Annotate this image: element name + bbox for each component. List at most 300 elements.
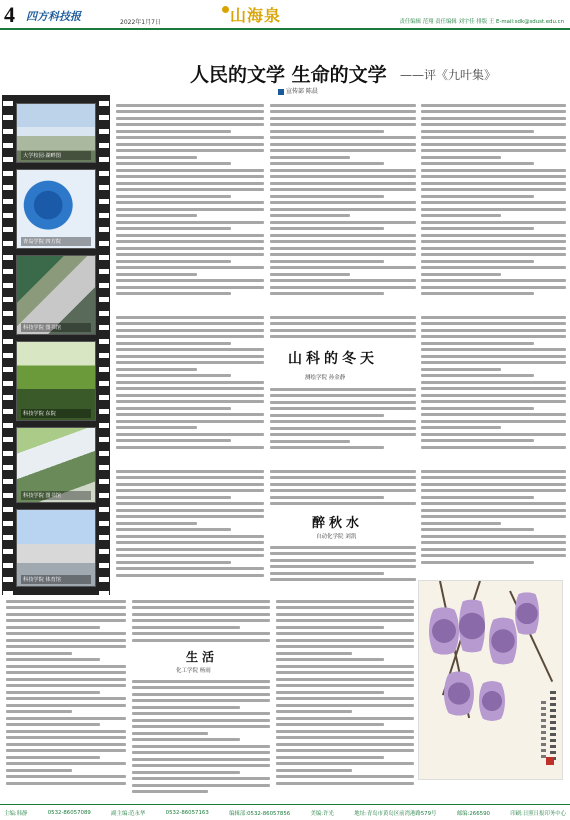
- text-line: [276, 639, 414, 642]
- poem-column: [116, 466, 264, 586]
- text-line: [270, 546, 416, 549]
- poem-title: 生活: [186, 650, 219, 664]
- text-line: [6, 756, 100, 759]
- article-subtitle: ——评《九叶集》: [400, 68, 497, 82]
- text-line: [421, 541, 566, 544]
- text-line: [421, 433, 566, 436]
- text-line: [270, 234, 416, 237]
- poem-column: [421, 466, 566, 571]
- text-line: [270, 279, 416, 282]
- text-line: [132, 712, 270, 715]
- photo-caption: 科技学院 东院: [21, 409, 91, 418]
- poem-author: 化工学院 杨雨: [176, 668, 211, 674]
- text-line: [270, 420, 416, 423]
- text-line: [421, 130, 534, 133]
- text-line: [116, 554, 264, 557]
- poem-author: 自动化学院 刘凯: [316, 534, 357, 540]
- text-line: [421, 426, 501, 429]
- text-line: [270, 110, 416, 113]
- text-line: [116, 169, 264, 172]
- text-line: [270, 388, 416, 391]
- text-line: [421, 266, 566, 269]
- masthead: [0, 0, 570, 30]
- text-line: [421, 483, 566, 486]
- text-line: [116, 407, 231, 410]
- text-line: [116, 292, 231, 295]
- text-line: [270, 559, 416, 562]
- text-line: [276, 723, 384, 726]
- text-line: [132, 751, 270, 754]
- text-line: [116, 420, 264, 423]
- text-line: [132, 606, 270, 609]
- text-line: [421, 201, 566, 204]
- text-line: [421, 247, 566, 250]
- text-line: [421, 439, 534, 442]
- text-line: [270, 316, 416, 319]
- text-line: [116, 201, 264, 204]
- text-line: [116, 195, 231, 198]
- section-badge-icon: [222, 6, 229, 13]
- text-line: [270, 117, 416, 120]
- text-line: [116, 381, 264, 384]
- text-line: [276, 600, 414, 603]
- text-line: [116, 104, 264, 107]
- poem-column: [421, 312, 566, 457]
- text-line: [421, 214, 501, 217]
- text-line: [270, 446, 384, 449]
- text-line: [421, 292, 534, 295]
- text-line: [116, 273, 197, 276]
- poem-column: [132, 676, 270, 801]
- text-line: [276, 756, 384, 759]
- date-line: 2022年1月7日: [120, 19, 161, 26]
- painting-bloom: [444, 666, 474, 721]
- text-line: [116, 143, 264, 146]
- text-line: [6, 736, 126, 739]
- text-line: [132, 790, 208, 793]
- text-line: [6, 684, 126, 687]
- text-line: [6, 775, 126, 778]
- text-line: [276, 632, 414, 635]
- footer-editor: 主编:韩静: [4, 810, 28, 817]
- text-line: [116, 433, 264, 436]
- text-line: [270, 273, 350, 276]
- text-line: [116, 162, 231, 165]
- text-line: [421, 509, 566, 512]
- text-line: [6, 730, 126, 733]
- text-line: [116, 342, 231, 345]
- text-line: [116, 286, 264, 289]
- byline-square-icon: [278, 89, 284, 95]
- text-line: [276, 736, 414, 739]
- text-line: [6, 723, 100, 726]
- article-column: [421, 100, 566, 305]
- text-line: [116, 117, 264, 120]
- text-line: [421, 279, 566, 282]
- photo-caption: 青岛学院 四方院: [21, 237, 91, 246]
- film-sprocket-holes: [3, 95, 13, 595]
- text-line: [421, 104, 566, 107]
- text-line: [270, 130, 384, 133]
- footer-postcode: 邮编:266590: [456, 810, 490, 817]
- text-line: [421, 195, 534, 198]
- text-line: [116, 446, 264, 449]
- poem-column: [270, 542, 416, 586]
- text-line: [270, 427, 416, 430]
- text-line: [132, 639, 270, 642]
- text-line: [270, 476, 416, 479]
- text-line: [116, 502, 264, 505]
- text-line: [116, 374, 231, 377]
- text-line: [116, 240, 264, 243]
- text-line: [116, 574, 264, 577]
- text-line: [276, 782, 414, 785]
- text-line: [270, 201, 416, 204]
- text-line: [116, 439, 231, 442]
- text-line: [276, 671, 414, 674]
- section-title: 山海泉: [230, 6, 282, 25]
- painting-bloom: [429, 601, 459, 661]
- text-line: [270, 329, 416, 332]
- text-line: [270, 221, 416, 224]
- article-column: [116, 312, 264, 457]
- text-line: [270, 286, 416, 289]
- photo-frame: [16, 341, 96, 421]
- text-line: [270, 104, 416, 107]
- text-line: [276, 743, 414, 746]
- text-line: [132, 745, 270, 748]
- text-line: [116, 489, 264, 492]
- text-line: [116, 535, 264, 538]
- text-line: [421, 515, 566, 518]
- text-line: [421, 123, 566, 126]
- text-line: [270, 578, 416, 581]
- text-line: [421, 188, 566, 191]
- text-line: [421, 400, 566, 403]
- text-line: [6, 658, 100, 661]
- text-line: [421, 470, 566, 473]
- poem-column: [276, 596, 414, 801]
- text-line: [276, 626, 384, 629]
- text-line: [421, 420, 566, 423]
- poem-title: 醉秋水: [312, 516, 364, 531]
- poem-column: [132, 596, 270, 646]
- text-line: [116, 322, 264, 325]
- text-line: [421, 342, 534, 345]
- text-line: [276, 775, 414, 778]
- text-line: [421, 407, 534, 410]
- text-line: [6, 782, 126, 785]
- text-line: [270, 401, 416, 404]
- text-line: [421, 374, 534, 377]
- text-line: [421, 260, 534, 263]
- text-line: [421, 496, 534, 499]
- text-line: [6, 691, 100, 694]
- text-line: [270, 440, 350, 443]
- text-line: [421, 175, 566, 178]
- text-line: [132, 725, 270, 728]
- text-line: [270, 414, 384, 417]
- text-line: [6, 645, 126, 648]
- text-line: [421, 361, 566, 364]
- painting-inscription: [541, 701, 546, 761]
- text-line: [116, 253, 264, 256]
- text-line: [276, 645, 414, 648]
- text-line: [6, 626, 100, 629]
- text-line: [116, 182, 264, 185]
- text-line: [270, 136, 416, 139]
- text-line: [421, 522, 501, 525]
- footer-deputy: 副主编:范永华: [111, 810, 146, 817]
- text-line: [270, 182, 416, 185]
- text-line: [116, 221, 264, 224]
- text-line: [116, 387, 264, 390]
- text-line: [276, 704, 414, 707]
- text-line: [421, 234, 566, 237]
- text-line: [421, 240, 566, 243]
- text-line: [6, 769, 72, 772]
- text-line: [116, 548, 264, 551]
- text-line: [270, 496, 384, 499]
- poem-title: 山科的冬天: [288, 351, 378, 367]
- photo-frame: [16, 255, 96, 335]
- photo-caption: 科技学院 图书馆: [21, 491, 91, 500]
- photo-caption: 科技学院 图书馆: [21, 323, 91, 332]
- painting-bloom: [489, 611, 517, 671]
- text-line: [421, 561, 534, 564]
- text-line: [276, 684, 414, 687]
- text-line: [116, 316, 264, 319]
- footer-address: 地址:青岛市黄岛区前湾港路579号: [354, 810, 437, 817]
- text-line: [421, 548, 566, 551]
- text-line: [116, 522, 197, 525]
- byline-text: 宣传部 陈晨: [286, 88, 318, 95]
- text-line: [270, 123, 416, 126]
- text-line: [116, 476, 264, 479]
- text-line: [270, 407, 416, 410]
- article-column: [116, 100, 264, 305]
- text-line: [421, 208, 566, 211]
- text-line: [132, 764, 270, 767]
- text-line: [116, 348, 264, 351]
- text-line: [421, 489, 566, 492]
- text-line: [116, 394, 264, 397]
- text-line: [116, 470, 264, 473]
- text-line: [421, 227, 534, 230]
- text-line: [116, 496, 231, 499]
- text-line: [421, 221, 566, 224]
- text-line: [421, 117, 566, 120]
- text-line: [116, 227, 231, 230]
- text-line: [132, 777, 270, 780]
- text-line: [6, 632, 126, 635]
- text-line: [132, 686, 270, 689]
- text-line: [132, 699, 270, 702]
- text-line: [116, 329, 264, 332]
- text-line: [132, 693, 270, 696]
- text-line: [270, 470, 416, 473]
- text-line: [421, 413, 566, 416]
- text-line: [421, 355, 566, 358]
- text-line: [270, 433, 416, 436]
- text-line: [132, 613, 270, 616]
- text-line: [132, 680, 270, 683]
- text-line: [270, 260, 384, 263]
- text-line: [6, 717, 126, 720]
- text-line: [276, 658, 384, 661]
- painting-bloom: [515, 586, 539, 641]
- photo-frame: [16, 103, 96, 163]
- page-number: 4: [4, 2, 15, 27]
- painting-seal: [546, 757, 554, 765]
- text-line: [116, 483, 264, 486]
- text-line: [6, 743, 126, 746]
- text-line: [6, 749, 126, 752]
- text-line: [270, 143, 416, 146]
- text-line: [276, 691, 384, 694]
- text-line: [270, 483, 416, 486]
- text-line: [116, 567, 264, 570]
- text-line: [270, 489, 416, 492]
- text-line: [132, 626, 240, 629]
- painting-bloom: [479, 676, 505, 726]
- text-line: [421, 535, 566, 538]
- text-line: [116, 368, 197, 371]
- text-line: [270, 394, 416, 397]
- poem-column: [270, 384, 416, 456]
- text-line: [421, 273, 501, 276]
- footer-printer: 印刷:日照日报印务中心: [510, 810, 566, 817]
- text-line: [132, 619, 270, 622]
- text-line: [270, 208, 416, 211]
- text-line: [276, 665, 414, 668]
- text-line: [270, 502, 416, 505]
- text-line: [116, 260, 231, 263]
- text-line: [116, 214, 197, 217]
- text-line: [270, 227, 384, 230]
- text-line: [270, 572, 384, 575]
- photo-caption: 科技学院 体育馆: [21, 575, 91, 584]
- text-line: [116, 335, 264, 338]
- text-line: [276, 619, 414, 622]
- text-line: [116, 426, 197, 429]
- text-line: [6, 665, 126, 668]
- text-line: [421, 446, 566, 449]
- text-line: [270, 195, 384, 198]
- photo-frame: [16, 427, 96, 503]
- text-line: [276, 769, 352, 772]
- text-line: [116, 561, 231, 564]
- paper-name: 四方科技报: [26, 10, 81, 23]
- text-line: [421, 528, 534, 531]
- text-line: [6, 606, 126, 609]
- text-line: [421, 143, 566, 146]
- text-line: [270, 156, 350, 159]
- poem-column: [270, 466, 416, 506]
- text-line: [116, 266, 264, 269]
- text-line: [421, 394, 566, 397]
- text-line: [116, 149, 264, 152]
- text-line: [132, 784, 270, 787]
- poem-author: 测绘学院 孙金静: [305, 375, 346, 381]
- text-line: [421, 322, 566, 325]
- text-line: [276, 678, 414, 681]
- text-line: [6, 710, 72, 713]
- film-sprocket-holes: [99, 95, 109, 595]
- footer: [0, 804, 570, 820]
- text-line: [270, 214, 350, 217]
- photo-caption: 大学校园·湖畔图: [21, 151, 91, 160]
- text-line: [132, 706, 240, 709]
- article-byline: [278, 86, 318, 95]
- text-line: [132, 758, 270, 761]
- text-line: [421, 169, 566, 172]
- text-line: [270, 240, 416, 243]
- text-line: [116, 541, 264, 544]
- text-line: [270, 266, 416, 269]
- article-headline: 人民的文学 生命的文学: [190, 64, 387, 86]
- text-line: [421, 182, 566, 185]
- text-line: [116, 515, 264, 518]
- text-line: [276, 762, 414, 765]
- text-line: [421, 156, 501, 159]
- text-line: [116, 156, 197, 159]
- text-line: [270, 565, 416, 568]
- text-line: [421, 476, 566, 479]
- text-line: [421, 286, 566, 289]
- text-line: [421, 502, 566, 505]
- text-line: [276, 749, 414, 752]
- text-line: [270, 322, 416, 325]
- text-line: [276, 730, 414, 733]
- text-line: [270, 149, 416, 152]
- text-line: [270, 188, 416, 191]
- text-line: [421, 136, 566, 139]
- text-line: [6, 600, 126, 603]
- text-line: [421, 368, 501, 371]
- text-line: [116, 509, 264, 512]
- text-line: [6, 613, 126, 616]
- text-line: [270, 253, 416, 256]
- text-line: [116, 413, 264, 416]
- text-line: [276, 717, 414, 720]
- footer-phone: 0532-86057089: [47, 809, 91, 816]
- text-line: [116, 361, 264, 364]
- text-line: [421, 149, 566, 152]
- text-line: [421, 335, 566, 338]
- poem-column: [270, 312, 416, 342]
- text-line: [6, 697, 126, 700]
- text-line: [421, 381, 566, 384]
- footer-layout: 美编:许光: [310, 810, 334, 817]
- text-line: [6, 619, 126, 622]
- painting-inscription: [550, 691, 556, 761]
- text-line: [6, 639, 126, 642]
- text-line: [116, 355, 264, 358]
- text-line: [270, 169, 416, 172]
- text-line: [276, 697, 414, 700]
- text-line: [116, 208, 264, 211]
- text-line: [270, 552, 416, 555]
- text-line: [116, 400, 264, 403]
- text-line: [116, 188, 264, 191]
- text-line: [116, 247, 264, 250]
- painting-bloom: [459, 591, 485, 661]
- text-line: [276, 710, 352, 713]
- text-line: [421, 329, 566, 332]
- text-line: [132, 632, 270, 635]
- text-line: [270, 175, 416, 178]
